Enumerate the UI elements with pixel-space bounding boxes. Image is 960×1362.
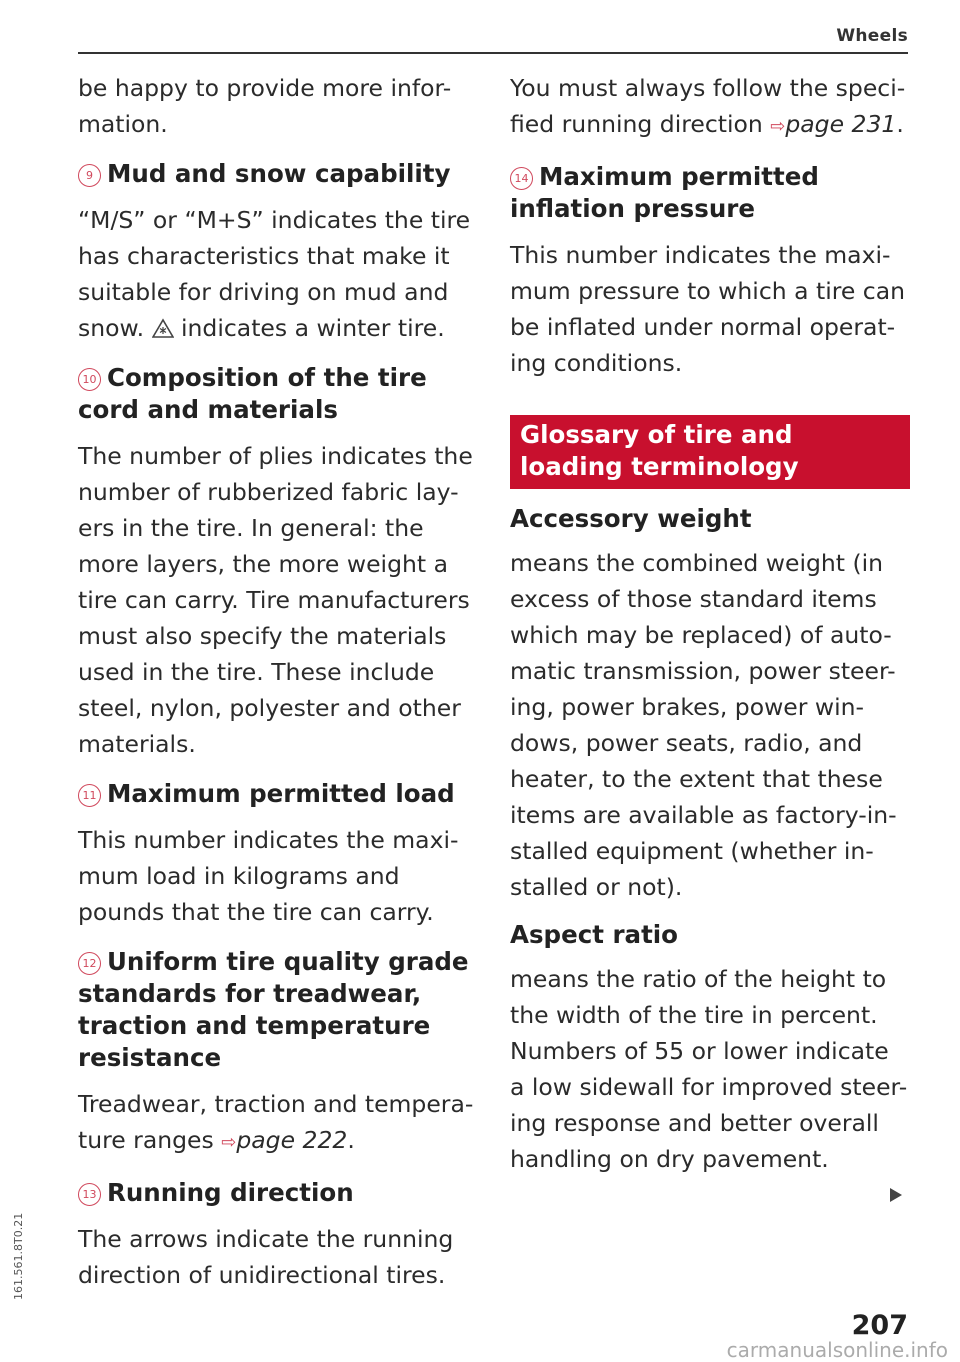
item-title-13: Running direction	[107, 1178, 354, 1207]
left-column	[78, 70, 478, 1293]
document-code: 161.561.8T0.21	[12, 1212, 25, 1300]
item-title-11: Maximum permitted load	[107, 779, 455, 808]
circled-number-14: 14	[510, 167, 533, 190]
page-reference-231[interactable]	[770, 110, 896, 138]
item-title-14: Maximum permitted inflation pressure	[510, 162, 819, 223]
item-body-10: The number of plies indicates the number of rubberized fabric lay-ers in the tire. In general: the more layers, the more weight a tire can carry. Tire manufacturers must also specify the materials used in the tire. These include steel, nylon, polyester and other materials.	[78, 442, 473, 758]
item-body-14: This number indicates the maxi-mum pressure to which a tire can be inflated under normal operat-ing conditions.	[510, 241, 906, 377]
circled-number-10: 10	[78, 368, 101, 391]
header-divider	[78, 52, 908, 54]
intro-text: be happy to provide more infor-mation.	[78, 74, 452, 138]
item-heading-10	[78, 362, 478, 426]
page-reference-231-label: page 231	[785, 110, 897, 138]
continue-arrow-icon	[890, 1188, 902, 1202]
item-heading-14	[510, 161, 910, 225]
term-accessory-weight-definition: means the combined weight (in excess of those standard items which may be replaced) of auto-matic transmission, power steer-ing, power brakes, power win-dows, power seats, radio, and heater, to the extent that these items are available as factory-in-stalled equipment (whether in-stalled or not).	[510, 549, 897, 901]
right-column	[510, 70, 910, 1177]
running-direction-end: .	[896, 110, 904, 138]
circled-number-13: 13	[78, 1183, 101, 1206]
item-title-9: Mud and snow capability	[107, 159, 451, 188]
item-body-13: The arrows indicate the running direction of unidirectional tires.	[78, 1225, 454, 1289]
item-body-9-b: indicates a winter tire.	[173, 314, 445, 342]
circled-number-12: 12	[78, 952, 101, 975]
item-heading-13	[78, 1177, 478, 1209]
running-direction-text: You must always follow the speci-fied running direction	[510, 74, 906, 138]
glossary-title-banner: Glossary of tire and loading terminology	[510, 415, 910, 489]
watermark: carmanualsonline.info	[726, 1338, 948, 1362]
item-body-12-end: .	[347, 1126, 355, 1154]
item-heading-11	[78, 778, 478, 810]
arrow-right-icon: ⇨	[770, 116, 786, 137]
term-accessory-weight: Accessory weight	[510, 504, 752, 533]
arrow-right-icon: ⇨	[221, 1132, 237, 1153]
item-body-9	[78, 202, 478, 346]
circled-number-11: 11	[78, 784, 101, 807]
page-reference-222-label: page 222	[236, 1126, 348, 1154]
page-number: 207	[851, 1310, 908, 1341]
running-direction-note	[510, 70, 910, 145]
item-heading-9	[78, 158, 478, 190]
item-body-12	[78, 1086, 478, 1161]
item-title-10: Composition of the tire cord and materials	[78, 363, 427, 424]
page-reference-222[interactable]	[221, 1126, 347, 1154]
item-heading-12	[78, 946, 478, 1074]
item-title-12: Uniform tire quality grade standards for treadwear, traction and temperature resistance	[78, 947, 469, 1072]
circled-number-9: 9	[78, 164, 101, 187]
term-aspect-ratio: Aspect ratio	[510, 920, 679, 949]
item-body-9-a: “M/S” or “M+S” indicates the tire has characteristics that make it suitable for driving on mud and snow.	[78, 206, 471, 342]
section-title: Wheels	[836, 26, 908, 46]
item-body-12-text: Treadwear, traction and tempera-ture ranges	[78, 1090, 474, 1154]
snowflake-mountain-icon	[152, 318, 174, 338]
item-body-11: This number indicates the maxi-mum load in kilograms and pounds that the tire can carry.	[78, 826, 459, 926]
term-aspect-ratio-definition: means the ratio of the height to the width of the tire in percent. Numbers of 55 or lower indicate a low sidewall for improved steer-ing response and better overall handling on dry pavement.	[510, 965, 908, 1173]
